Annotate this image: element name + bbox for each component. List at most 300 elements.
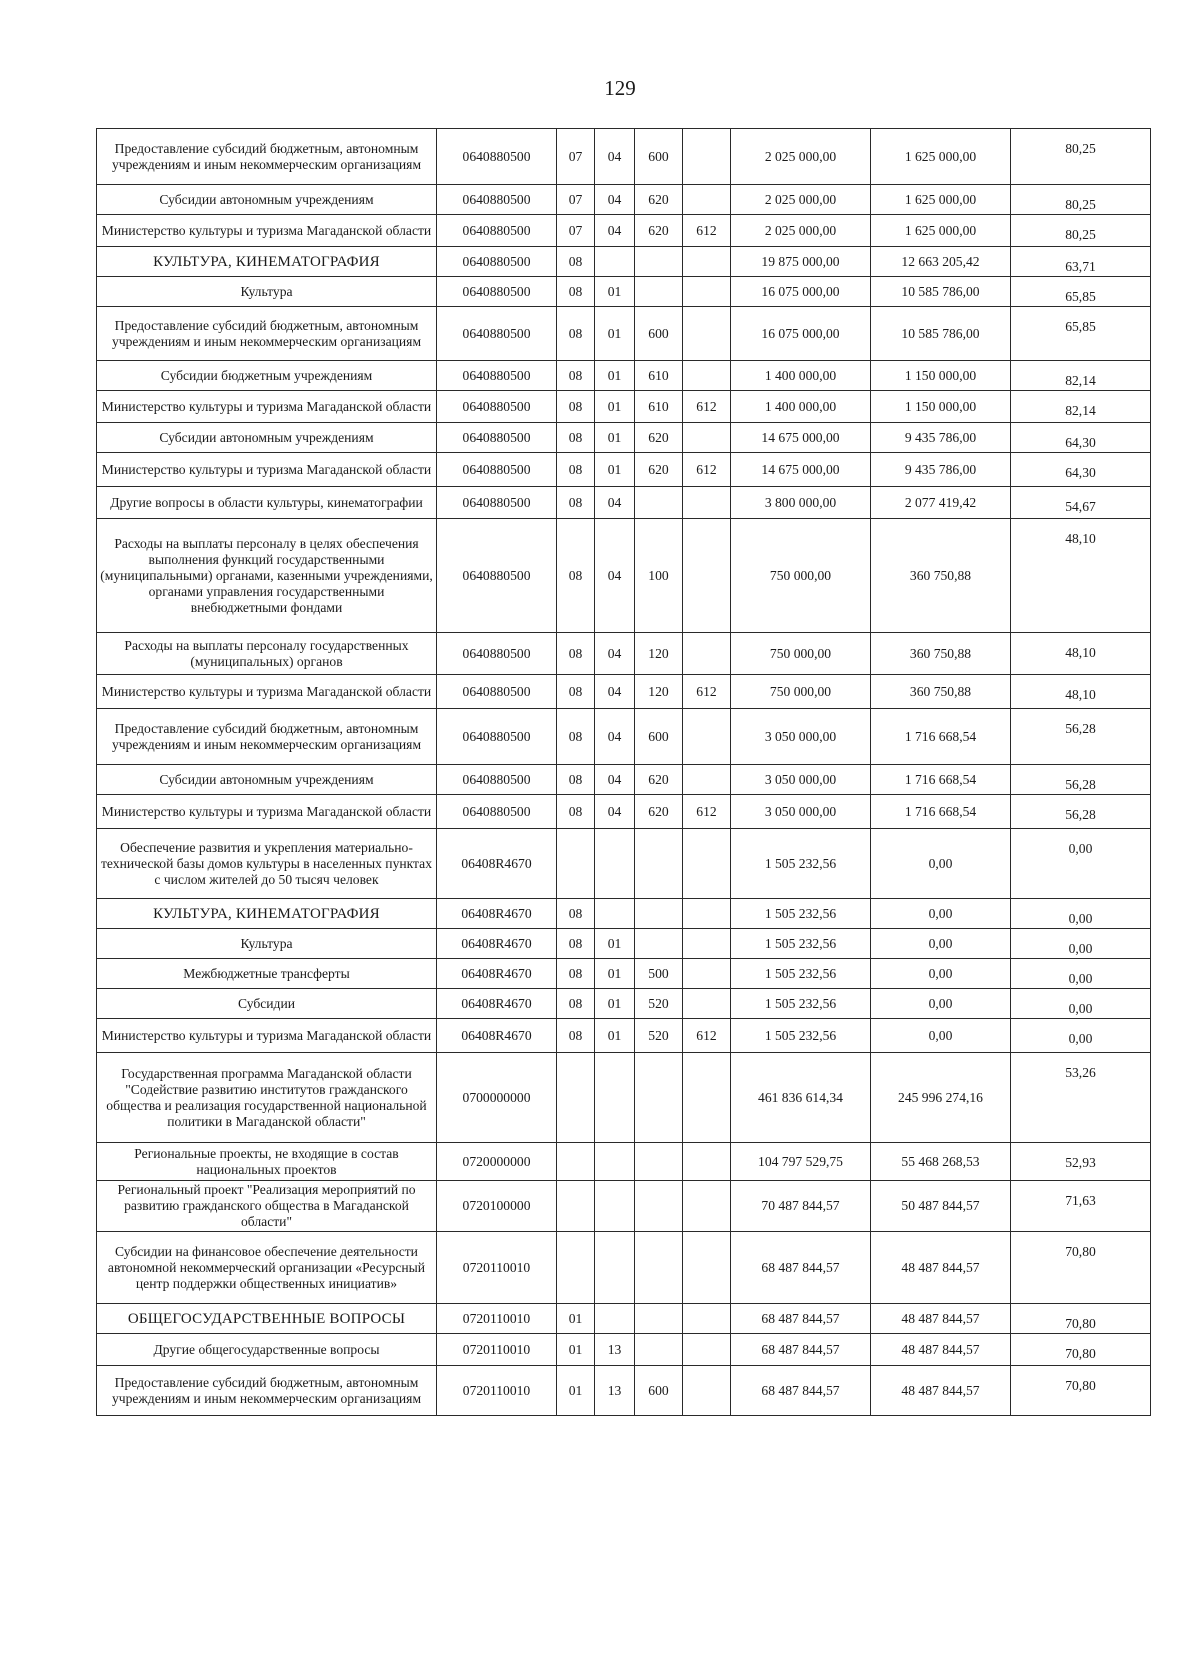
table-row — [97, 129, 1151, 185]
row-subsection: 04 — [595, 709, 635, 765]
budget-table — [96, 128, 1151, 1416]
row-name: Субсидии автономным учреждениям — [97, 185, 437, 215]
row-target-code: 0640880500 — [437, 633, 557, 675]
row-name: КУЛЬТУРА, КИНЕМАТОГРАФИЯ — [97, 247, 437, 277]
row-subsection: 13 — [595, 1366, 635, 1416]
row-actual-amount: 1 625 000,00 — [871, 185, 1011, 215]
row-actual-amount: 360 750,88 — [871, 519, 1011, 633]
row-plan-amount: 19 875 000,00 — [731, 247, 871, 277]
row-name: Министерство культуры и туризма Магаданской области — [97, 1019, 437, 1053]
row-plan-amount: 3 050 000,00 — [731, 709, 871, 765]
row-expense-type: 500 — [635, 959, 683, 989]
row-subsection — [595, 829, 635, 899]
row-admin-code: 612 — [683, 453, 731, 487]
row-actual-amount: 360 750,88 — [871, 633, 1011, 675]
row-name: Субсидии автономным учреждениям — [97, 423, 437, 453]
row-target-code: 0640880500 — [437, 247, 557, 277]
row-plan-amount: 3 050 000,00 — [731, 765, 871, 795]
row-section: 07 — [557, 185, 595, 215]
row-section: 07 — [557, 129, 595, 185]
row-percent: 65,85 — [1011, 277, 1151, 307]
row-name: Предоставление субсидий бюджетным, автономным учреждениям и иным некоммерческим организациям — [97, 709, 437, 765]
row-name: Министерство культуры и туризма Магаданской области — [97, 391, 437, 423]
row-plan-amount: 68 487 844,57 — [731, 1232, 871, 1304]
row-plan-amount: 68 487 844,57 — [731, 1334, 871, 1366]
row-percent: 64,30 — [1011, 423, 1151, 453]
row-target-code: 06408R4670 — [437, 899, 557, 929]
row-expense-type: 600 — [635, 1366, 683, 1416]
row-section: 08 — [557, 959, 595, 989]
row-target-code: 0640880500 — [437, 675, 557, 709]
row-subsection: 13 — [595, 1334, 635, 1366]
row-plan-amount: 1 505 232,56 — [731, 959, 871, 989]
table-row — [97, 1143, 1151, 1181]
row-expense-type: 620 — [635, 215, 683, 247]
row-section: 08 — [557, 391, 595, 423]
row-name: Министерство культуры и туризма Магаданской области — [97, 453, 437, 487]
row-percent: 70,80 — [1011, 1334, 1151, 1366]
row-plan-amount: 1 505 232,56 — [731, 929, 871, 959]
table-row — [97, 1019, 1151, 1053]
row-subsection — [595, 1181, 635, 1232]
row-percent: 56,28 — [1011, 795, 1151, 829]
row-plan-amount: 1 505 232,56 — [731, 899, 871, 929]
row-section: 07 — [557, 215, 595, 247]
row-section — [557, 829, 595, 899]
row-admin-code — [683, 423, 731, 453]
row-plan-amount: 2 025 000,00 — [731, 129, 871, 185]
table-row — [97, 899, 1151, 929]
row-name: Министерство культуры и туризма Магаданской области — [97, 215, 437, 247]
row-plan-amount: 461 836 614,34 — [731, 1053, 871, 1143]
row-section: 08 — [557, 795, 595, 829]
row-subsection: 01 — [595, 277, 635, 307]
table-row — [97, 959, 1151, 989]
row-actual-amount: 1 625 000,00 — [871, 129, 1011, 185]
row-subsection: 01 — [595, 307, 635, 361]
row-expense-type: 120 — [635, 675, 683, 709]
row-subsection: 01 — [595, 989, 635, 1019]
row-percent: 52,93 — [1011, 1143, 1151, 1181]
row-name: Субсидии — [97, 989, 437, 1019]
row-target-code: 0700000000 — [437, 1053, 557, 1143]
table-row — [97, 765, 1151, 795]
row-subsection: 01 — [595, 391, 635, 423]
row-expense-type: 620 — [635, 453, 683, 487]
row-plan-amount: 68 487 844,57 — [731, 1366, 871, 1416]
row-percent: 48,10 — [1011, 519, 1151, 633]
row-section: 08 — [557, 1019, 595, 1053]
row-target-code: 0720000000 — [437, 1143, 557, 1181]
row-expense-type: 620 — [635, 795, 683, 829]
row-name: КУЛЬТУРА, КИНЕМАТОГРАФИЯ — [97, 899, 437, 929]
row-plan-amount: 3 800 000,00 — [731, 487, 871, 519]
row-admin-code — [683, 899, 731, 929]
row-section: 08 — [557, 423, 595, 453]
row-section: 08 — [557, 453, 595, 487]
row-target-code: 0640880500 — [437, 795, 557, 829]
row-section — [557, 1232, 595, 1304]
row-subsection: 04 — [595, 215, 635, 247]
row-plan-amount: 104 797 529,75 — [731, 1143, 871, 1181]
row-admin-code — [683, 709, 731, 765]
row-name: Региональный проект "Реализация мероприятий по развитию гражданского общества в Магаданской области" — [97, 1181, 437, 1232]
row-expense-type — [635, 1181, 683, 1232]
row-expense-type: 120 — [635, 633, 683, 675]
row-actual-amount: 0,00 — [871, 829, 1011, 899]
row-target-code: 0720110010 — [437, 1304, 557, 1334]
row-plan-amount: 1 400 000,00 — [731, 361, 871, 391]
row-name: Другие вопросы в области культуры, кинематографии — [97, 487, 437, 519]
table-row — [97, 185, 1151, 215]
row-section: 08 — [557, 929, 595, 959]
table-row — [97, 361, 1151, 391]
row-section — [557, 1143, 595, 1181]
row-actual-amount: 12 663 205,42 — [871, 247, 1011, 277]
row-expense-type: 520 — [635, 1019, 683, 1053]
row-admin-code — [683, 1304, 731, 1334]
row-target-code: 0640880500 — [437, 307, 557, 361]
row-admin-code — [683, 959, 731, 989]
table-row — [97, 423, 1151, 453]
row-name: ОБЩЕГОСУДАРСТВЕННЫЕ ВОПРОСЫ — [97, 1304, 437, 1334]
row-actual-amount: 0,00 — [871, 1019, 1011, 1053]
row-plan-amount: 14 675 000,00 — [731, 423, 871, 453]
row-subsection: 04 — [595, 675, 635, 709]
row-name: Предоставление субсидий бюджетным, автономным учреждениям и иным некоммерческим организациям — [97, 307, 437, 361]
table-row — [97, 829, 1151, 899]
row-actual-amount: 0,00 — [871, 899, 1011, 929]
row-expense-type: 620 — [635, 423, 683, 453]
row-section — [557, 1053, 595, 1143]
row-section: 08 — [557, 247, 595, 277]
row-plan-amount: 750 000,00 — [731, 519, 871, 633]
row-actual-amount: 10 585 786,00 — [871, 277, 1011, 307]
row-admin-code — [683, 1181, 731, 1232]
table-row — [97, 1232, 1151, 1304]
row-subsection — [595, 1053, 635, 1143]
row-subsection: 01 — [595, 1019, 635, 1053]
row-admin-code — [683, 1143, 731, 1181]
row-expense-type — [635, 1334, 683, 1366]
row-name: Предоставление субсидий бюджетным, автономным учреждениям и иным некоммерческим организациям — [97, 129, 437, 185]
row-actual-amount: 48 487 844,57 — [871, 1304, 1011, 1334]
row-actual-amount: 55 468 268,53 — [871, 1143, 1011, 1181]
row-subsection — [595, 1143, 635, 1181]
row-percent: 70,80 — [1011, 1304, 1151, 1334]
table-row — [97, 989, 1151, 1019]
row-plan-amount: 1 400 000,00 — [731, 391, 871, 423]
row-percent: 65,85 — [1011, 307, 1151, 361]
row-percent: 70,80 — [1011, 1366, 1151, 1416]
row-actual-amount: 1 716 668,54 — [871, 709, 1011, 765]
row-expense-type: 600 — [635, 307, 683, 361]
row-admin-code — [683, 1232, 731, 1304]
row-percent: 82,14 — [1011, 361, 1151, 391]
row-actual-amount: 1 150 000,00 — [871, 361, 1011, 391]
row-target-code: 0640880500 — [437, 519, 557, 633]
row-section: 01 — [557, 1334, 595, 1366]
row-subsection: 01 — [595, 929, 635, 959]
row-plan-amount: 1 505 232,56 — [731, 1019, 871, 1053]
row-admin-code: 612 — [683, 1019, 731, 1053]
row-admin-code — [683, 361, 731, 391]
row-percent: 0,00 — [1011, 959, 1151, 989]
row-name: Субсидии бюджетным учреждениям — [97, 361, 437, 391]
row-name: Культура — [97, 277, 437, 307]
row-section: 08 — [557, 633, 595, 675]
row-expense-type: 600 — [635, 709, 683, 765]
row-percent: 56,28 — [1011, 709, 1151, 765]
row-actual-amount: 9 435 786,00 — [871, 423, 1011, 453]
row-admin-code — [683, 829, 731, 899]
table-row — [97, 1181, 1151, 1232]
row-expense-type — [635, 899, 683, 929]
table-row — [97, 1304, 1151, 1334]
row-plan-amount: 2 025 000,00 — [731, 185, 871, 215]
table-row — [97, 633, 1151, 675]
row-percent: 63,71 — [1011, 247, 1151, 277]
row-subsection: 04 — [595, 487, 635, 519]
row-admin-code — [683, 307, 731, 361]
row-subsection: 04 — [595, 185, 635, 215]
row-plan-amount: 750 000,00 — [731, 633, 871, 675]
row-admin-code — [683, 185, 731, 215]
budget-table-body — [97, 129, 1151, 1416]
row-name: Другие общегосударственные вопросы — [97, 1334, 437, 1366]
row-section: 08 — [557, 989, 595, 1019]
row-expense-type: 620 — [635, 185, 683, 215]
row-actual-amount: 245 996 274,16 — [871, 1053, 1011, 1143]
row-subsection: 01 — [595, 453, 635, 487]
row-target-code: 0640880500 — [437, 215, 557, 247]
row-admin-code — [683, 1366, 731, 1416]
table-row — [97, 709, 1151, 765]
row-plan-amount: 1 505 232,56 — [731, 829, 871, 899]
row-target-code: 0640880500 — [437, 277, 557, 307]
row-subsection: 04 — [595, 765, 635, 795]
row-expense-type — [635, 1143, 683, 1181]
row-target-code: 06408R4670 — [437, 829, 557, 899]
row-section: 08 — [557, 675, 595, 709]
row-plan-amount: 3 050 000,00 — [731, 795, 871, 829]
row-admin-code — [683, 519, 731, 633]
row-target-code: 06408R4670 — [437, 989, 557, 1019]
row-name: Министерство культуры и туризма Магаданской области — [97, 795, 437, 829]
row-subsection: 01 — [595, 361, 635, 391]
row-actual-amount: 360 750,88 — [871, 675, 1011, 709]
row-section: 08 — [557, 307, 595, 361]
row-actual-amount: 48 487 844,57 — [871, 1366, 1011, 1416]
table-row — [97, 1334, 1151, 1366]
row-actual-amount: 50 487 844,57 — [871, 1181, 1011, 1232]
row-target-code: 0640880500 — [437, 709, 557, 765]
row-admin-code — [683, 929, 731, 959]
row-percent: 70,80 — [1011, 1232, 1151, 1304]
row-subsection: 04 — [595, 519, 635, 633]
row-name: Обеспечение развития и укрепления материально-технической базы домов культуры в населенных пунктах с числом жителей до 50 тысяч человек — [97, 829, 437, 899]
row-expense-type — [635, 1304, 683, 1334]
row-target-code: 0640880500 — [437, 453, 557, 487]
row-percent: 80,25 — [1011, 129, 1151, 185]
row-percent: 54,67 — [1011, 487, 1151, 519]
row-expense-type — [635, 929, 683, 959]
row-section: 01 — [557, 1304, 595, 1334]
row-admin-code — [683, 1053, 731, 1143]
page-number: 129 — [604, 76, 636, 100]
row-percent: 0,00 — [1011, 829, 1151, 899]
row-plan-amount: 16 075 000,00 — [731, 277, 871, 307]
row-actual-amount: 48 487 844,57 — [871, 1232, 1011, 1304]
row-expense-type: 600 — [635, 129, 683, 185]
row-percent: 80,25 — [1011, 215, 1151, 247]
row-admin-code — [683, 1334, 731, 1366]
row-percent: 71,63 — [1011, 1181, 1151, 1232]
row-actual-amount: 1 625 000,00 — [871, 215, 1011, 247]
row-percent: 48,10 — [1011, 675, 1151, 709]
row-percent: 0,00 — [1011, 1019, 1151, 1053]
row-section: 08 — [557, 765, 595, 795]
table-row — [97, 795, 1151, 829]
row-target-code: 06408R4670 — [437, 929, 557, 959]
row-target-code: 0640880500 — [437, 185, 557, 215]
row-target-code: 0720110010 — [437, 1334, 557, 1366]
table-row — [97, 1053, 1151, 1143]
table-row — [97, 215, 1151, 247]
row-expense-type: 610 — [635, 361, 683, 391]
row-section: 08 — [557, 709, 595, 765]
row-plan-amount: 1 505 232,56 — [731, 989, 871, 1019]
row-plan-amount: 68 487 844,57 — [731, 1304, 871, 1334]
row-target-code: 0640880500 — [437, 765, 557, 795]
table-row — [97, 391, 1151, 423]
table-row — [97, 487, 1151, 519]
row-section — [557, 1181, 595, 1232]
row-expense-type — [635, 1053, 683, 1143]
row-expense-type — [635, 277, 683, 307]
row-expense-type: 610 — [635, 391, 683, 423]
row-subsection — [595, 247, 635, 277]
row-name: Расходы на выплаты персоналу государственных (муниципальных) органов — [97, 633, 437, 675]
row-section: 08 — [557, 899, 595, 929]
row-name: Расходы на выплаты персоналу в целях обеспечения выполнения функций государственными (муниципальными) органами, казенными учреждениями, органами управления государственными внебюджетными фондами — [97, 519, 437, 633]
table-row — [97, 247, 1151, 277]
row-section: 01 — [557, 1366, 595, 1416]
row-target-code: 06408R4670 — [437, 1019, 557, 1053]
row-admin-code — [683, 633, 731, 675]
row-target-code: 0640880500 — [437, 361, 557, 391]
row-actual-amount: 0,00 — [871, 959, 1011, 989]
row-plan-amount: 750 000,00 — [731, 675, 871, 709]
row-actual-amount: 0,00 — [871, 929, 1011, 959]
row-percent: 80,25 — [1011, 185, 1151, 215]
row-name: Министерство культуры и туризма Магаданской области — [97, 675, 437, 709]
row-plan-amount: 70 487 844,57 — [731, 1181, 871, 1232]
row-target-code: 0640880500 — [437, 391, 557, 423]
row-expense-type — [635, 829, 683, 899]
row-name: Межбюджетные трансферты — [97, 959, 437, 989]
table-row — [97, 277, 1151, 307]
row-subsection — [595, 1304, 635, 1334]
row-target-code: 0720110010 — [437, 1232, 557, 1304]
row-percent: 0,00 — [1011, 899, 1151, 929]
row-percent: 56,28 — [1011, 765, 1151, 795]
row-section: 08 — [557, 519, 595, 633]
row-percent: 0,00 — [1011, 929, 1151, 959]
row-actual-amount: 0,00 — [871, 989, 1011, 1019]
row-actual-amount: 2 077 419,42 — [871, 487, 1011, 519]
row-admin-code — [683, 487, 731, 519]
row-section: 08 — [557, 487, 595, 519]
row-subsection: 04 — [595, 795, 635, 829]
row-subsection: 04 — [595, 129, 635, 185]
row-admin-code — [683, 989, 731, 1019]
row-admin-code — [683, 129, 731, 185]
row-plan-amount: 14 675 000,00 — [731, 453, 871, 487]
row-target-code: 0720110010 — [437, 1366, 557, 1416]
row-name: Субсидии автономным учреждениям — [97, 765, 437, 795]
row-target-code: 0640880500 — [437, 423, 557, 453]
row-actual-amount: 10 585 786,00 — [871, 307, 1011, 361]
row-plan-amount: 16 075 000,00 — [731, 307, 871, 361]
row-actual-amount: 9 435 786,00 — [871, 453, 1011, 487]
row-actual-amount: 48 487 844,57 — [871, 1334, 1011, 1366]
row-target-code: 0640880500 — [437, 129, 557, 185]
row-percent: 0,00 — [1011, 989, 1151, 1019]
row-target-code: 0640880500 — [437, 487, 557, 519]
row-admin-code: 612 — [683, 215, 731, 247]
table-row — [97, 929, 1151, 959]
row-admin-code: 612 — [683, 391, 731, 423]
row-plan-amount: 2 025 000,00 — [731, 215, 871, 247]
row-name: Государственная программа Магаданской области "Содействие развитию институтов гражданского общества и реализация государственной национальной политики в Магаданской области" — [97, 1053, 437, 1143]
row-percent: 53,26 — [1011, 1053, 1151, 1143]
row-target-code: 0720100000 — [437, 1181, 557, 1232]
table-row — [97, 1366, 1151, 1416]
row-expense-type — [635, 247, 683, 277]
row-actual-amount: 1 716 668,54 — [871, 795, 1011, 829]
row-actual-amount: 1 716 668,54 — [871, 765, 1011, 795]
row-admin-code — [683, 765, 731, 795]
row-expense-type — [635, 1232, 683, 1304]
row-percent: 82,14 — [1011, 391, 1151, 423]
row-target-code: 06408R4670 — [437, 959, 557, 989]
row-subsection: 04 — [595, 633, 635, 675]
table-row — [97, 519, 1151, 633]
row-admin-code — [683, 247, 731, 277]
row-subsection: 01 — [595, 423, 635, 453]
row-admin-code: 612 — [683, 675, 731, 709]
row-subsection — [595, 899, 635, 929]
row-name: Культура — [97, 929, 437, 959]
row-name: Предоставление субсидий бюджетным, автономным учреждениям и иным некоммерческим организациям — [97, 1366, 437, 1416]
row-name: Субсидии на финансовое обеспечение деятельности автономной некоммерческий организации «Ресурсный центр поддержки общественных инициатив» — [97, 1232, 437, 1304]
row-admin-code — [683, 277, 731, 307]
table-row — [97, 307, 1151, 361]
row-expense-type: 520 — [635, 989, 683, 1019]
row-section: 08 — [557, 361, 595, 391]
row-expense-type: 620 — [635, 765, 683, 795]
row-actual-amount: 1 150 000,00 — [871, 391, 1011, 423]
row-subsection — [595, 1232, 635, 1304]
row-percent: 64,30 — [1011, 453, 1151, 487]
row-name: Региональные проекты, не входящие в состав национальных проектов — [97, 1143, 437, 1181]
row-expense-type — [635, 487, 683, 519]
table-row — [97, 453, 1151, 487]
row-admin-code: 612 — [683, 795, 731, 829]
row-section: 08 — [557, 277, 595, 307]
table-row — [97, 675, 1151, 709]
